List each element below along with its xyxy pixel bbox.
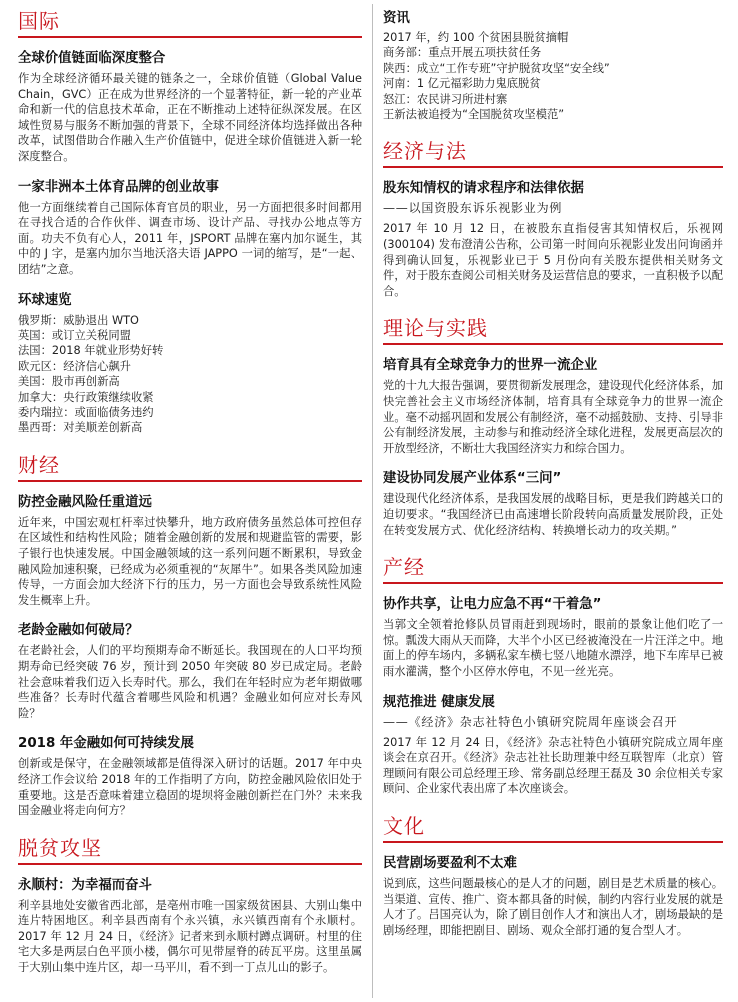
- article-title[interactable]: 股东知情权的请求程序和法律依据: [383, 181, 584, 197]
- article-subtitle: ——《经济》杂志社特色小镇研究院周年座谈会召开: [383, 714, 678, 729]
- article-title[interactable]: 永顺村：为幸福而奋斗: [18, 877, 152, 893]
- news-brief-list: [383, 30, 723, 122]
- list-item[interactable]: 委内瑞拉：或面临债务违约: [18, 405, 154, 419]
- article-title[interactable]: 环球速览: [18, 292, 72, 308]
- section-rule: [383, 166, 723, 168]
- article-summary: 2017 年 10 月 12 日，在被股东直指侵害其知情权后，乐视网(300104) 发布澄清公告称，公司第一时间向乐视影业发出问询函并得到确认回复，乐视影业已于 5 月份向有关股东提供相关财务文件，对于股东查阅公司相关财务及运营信息的要求，一直积极予以配合。: [383, 222, 723, 298]
- article-title[interactable]: 一家非洲本土体育品牌的创业故事: [18, 179, 219, 195]
- article-summary: 建设现代化经济体系，是我国发展的战略目标，更是我们跨越关口的迫切要求。“我国经济已由高速增长阶段转向高质量发展阶段，正处在转变发展方式、优化经济结构、转换增长动力的攻关期。”: [383, 492, 723, 537]
- list-item[interactable]: 墨西哥：对美顺差创新高: [18, 421, 143, 435]
- article-summary: 他一方面继续着自己国际体育官员的职业，另一方面把很多时间都用在寻找合适的合作伙伴、调查市场、设计产品、寻找办公地点等方面。功夫不负有心人，2011 年，JSPORT 品牌在塞内加尔诞生，其中的 J 字，是塞内加尔当地沃洛夫语 JAPPO 一词的缩写，是“一起、团结”之意。: [18, 200, 362, 276]
- list-item[interactable]: 俄罗斯：威胁退出 WTO: [18, 313, 139, 327]
- list-item[interactable]: 加拿大：央行政策继续收紧: [18, 390, 154, 404]
- section-header-poverty: [18, 833, 362, 867]
- list-item[interactable]: 英国：或订立关税同盟: [18, 328, 131, 342]
- article-title[interactable]: 民营剧场要盈利不太难: [383, 855, 517, 871]
- article-summary: 党的十九大报告强调，要贯彻新发展理念，建设现代化经济体系，加快完善社会主义市场经济体制，培育具有全球竞争力的世界一流企业。毫不动摇巩固和发展公有制经济，毫不动摇鼓励、支持、引导非公有制经济发展，主动参与和推动经济全球化进程，发展更高层次的开放型经济，不断壮大我国经济实力和综合国力。: [383, 379, 723, 455]
- section-header-culture: [383, 811, 723, 845]
- article-title[interactable]: 规范推进 健康发展: [383, 694, 495, 710]
- section-title-culture: 文化: [383, 811, 427, 841]
- list-item[interactable]: 美国：股市再创新高: [18, 375, 120, 389]
- news-brief-list: [18, 313, 362, 436]
- article-summary: 近年来，中国宏观杠杆率过快攀升，地方政府债务虽然总体可控但存在区域性和结构性风险；随着金融创新的发展和规避监管的需要，影子银行也快速发展。中国金融领域的这一系列问题不断累积，导致金融风险加速积聚，已经成为必须重视的“灰犀牛”。如果各类风险加速传导，一方面会加大经济下行的压力，另一方面也会导致系统性风险发生概率上升。: [18, 515, 362, 607]
- section-header-theory: [383, 313, 723, 347]
- article-title[interactable]: 协作共享，让电力应急不再“干着急”: [383, 597, 602, 613]
- article-summary: 在老龄社会，人们的平均预期寿命不断延长。我国现在的人口平均预期寿命已经突破 76 岁，预计到 2050 年突破 80 岁已成定局。老龄社会意味着我们迈入长寿时代。那么，我们在年轻时应为老年期做哪些准备？长寿时代蕴含着哪些风险和机遇？金融业如何应对长寿风险？: [18, 644, 362, 720]
- article-summary: 当郭文全领着抢修队员冒雨赶到现场时，眼前的景象让他们吃了一惊。瓢泼大雨从天而降，大半个小区已经被淹没在一片汪洋之中。地面上的停车场内，多辆私家车横七竖八地随水漂浮，地下车库早已被雨水灌满，整个小区停水停电，不见一丝光亮。: [383, 618, 723, 678]
- section-rule: [383, 841, 723, 843]
- article-title[interactable]: 建设协同发展产业体系“三问”: [383, 471, 562, 487]
- section-title-law: 经济与法: [383, 136, 469, 166]
- list-item[interactable]: 欧元区：经济信心飙升: [18, 359, 131, 373]
- section-header-finance: [18, 450, 362, 484]
- right-column: [383, 6, 723, 952]
- list-item[interactable]: 王新法被追授为“全国脱贫攻坚模范”: [383, 108, 565, 122]
- list-item[interactable]: 怒江：农民讲习所进村寨: [383, 92, 508, 106]
- section-title-poverty: 脱贫攻坚: [18, 833, 104, 863]
- article-summary: 2017 年 12 月 24 日，《经济》杂志社特色小镇研究院成立周年座谈会在京召开。《经济》杂志社社长助理兼中经互联智库（北京）管理顾问有限公司总经理王珍、常务副总经理王磊及 30 余位相关专家顾问、企业家代表出席了本次座谈会。: [383, 735, 723, 796]
- section-title-finance: 财经: [18, 450, 62, 480]
- article-summary: 创新或是保守，在金融领域都是值得深入研讨的话题。2017 年中央经济工作会议给 2018 年的工作指明了方向，防控金融风险依旧处于重要地。这是否意味着建立稳固的堤坝将金融创新拦在门外？未来我国金融业将走向何方？: [18, 757, 362, 818]
- list-item[interactable]: 陕西：成立“工作专班”守护脱贫攻坚“安全线”: [383, 61, 610, 75]
- article-summary: 作为全球经济循环最关键的链条之一，全球价值链（Global Value Chain，GVC）正在成为世界经济的一个显著特征，新一轮的产业革命和新一代的信息技术革命，正在不断推动上述特征纵深发展。在区域性贸易与服务不断加强的背景下，全球不同经济体均选择做出各种改革，试图借助合作融入生产价值链中，促进全球价值链进入新一轮深度整合。: [18, 72, 362, 163]
- section-rule: [18, 480, 362, 482]
- list-item[interactable]: 2017 年，约 100 个贫困县脱贫摘帽: [383, 31, 569, 44]
- section-rule: [383, 582, 723, 584]
- article-subtitle: ——以国资股东诉乐视影业为例: [383, 201, 563, 216]
- section-header-industry: [383, 552, 723, 586]
- article-summary: 说到底，这些问题最核心的是人才的问题，剧目是艺术质量的核心。当渠道、宣传、推广、资本都具备的时候，制约内容行业发展的就是人才了。吕国亮认为，除了剧目创作人才和演出人才，剧场最缺的是剧场经理，即能把剧目、剧场、观众全部打通的复合型人才。: [383, 876, 723, 937]
- column-divider: [372, 4, 373, 998]
- left-column: [18, 6, 362, 990]
- article-title[interactable]: 老龄金融如何破局？: [18, 623, 139, 639]
- article-title[interactable]: 全球价值链面临深度整合: [18, 51, 166, 66]
- section-rule: [383, 343, 723, 345]
- list-item[interactable]: 法国：2018 年就业形势好转: [18, 344, 164, 358]
- article-summary: 利辛县地处安徽省西北部，是亳州市唯一国家级贫困县、大别山集中连片特困地区。利辛县西南有个永兴镇，永兴镇西南有个永顺村。2017 年 12 月 24 日，《经济》记者来到永顺村蹲点调研。村里的住宅大多是两层白色平顶小楼，偶尔可见带屋脊的砖瓦平房。这里虽属于大别山集中连片区，却一马平川，看不到一丁点儿山的影子。: [18, 898, 362, 975]
- news-heading: 资讯: [383, 11, 410, 26]
- section-rule: [18, 863, 362, 865]
- section-header-law: [383, 136, 723, 170]
- article-title[interactable]: 防控金融风险任重道远: [18, 494, 152, 510]
- list-item[interactable]: 商务部：重点开展五项扶贫任务: [383, 46, 542, 60]
- section-title-theory: 理论与实践: [383, 313, 490, 343]
- section-title-intl: 国际: [18, 6, 62, 36]
- section-rule: [18, 36, 362, 38]
- article-title[interactable]: 培育具有全球竞争力的世界一流企业: [383, 358, 598, 374]
- section-header-intl: [18, 6, 362, 40]
- article-title[interactable]: 2018 年金融如何可持续发展: [18, 736, 194, 752]
- section-title-industry: 产经: [383, 552, 427, 582]
- list-item[interactable]: 河南：1 亿元福彩助力鬼底脱贫: [383, 77, 541, 91]
